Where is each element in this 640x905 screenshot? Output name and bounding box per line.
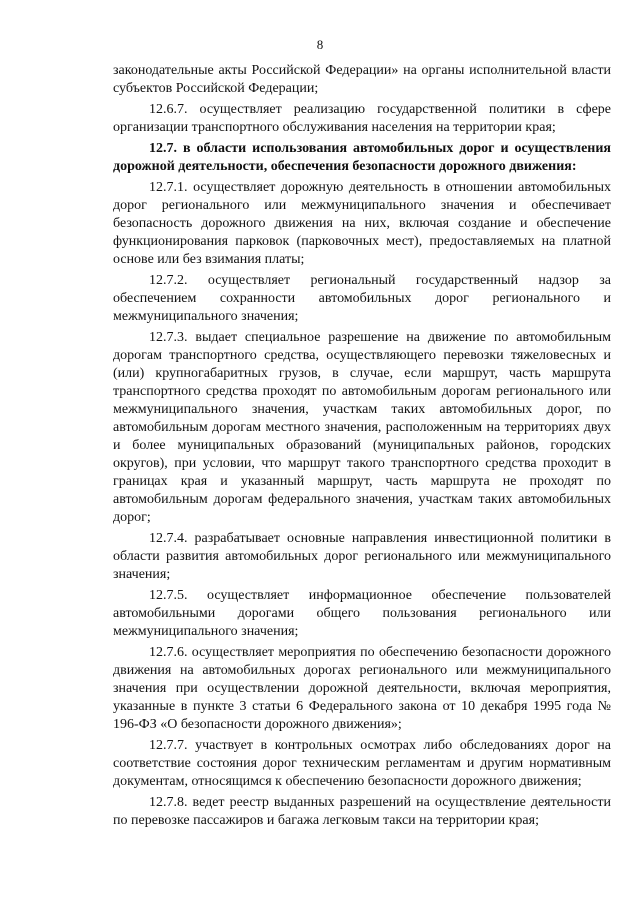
paragraph-12-7-8: 12.7.8. ведет реестр выданных разрешений на осуществление деятельности по перевозке пассажиров и багажа легковым такси на территории края; [113, 795, 611, 828]
paragraph-12-7-2: 12.7.2. осуществляет региональный государственный надзор за обеспечением сохранности автомобильных дорог регионального и межмуниципального значения; [113, 273, 611, 324]
paragraph-12-7-4: 12.7.4. разрабатывает основные направления инвестиционной политики в области развития автомобильных дорог регионального или межмуниципального значения; [113, 531, 611, 582]
document-body [113, 62, 611, 830]
page-number: 8 [316, 37, 324, 52]
section-heading-12-7: 12.7. в области использования автомобильных дорог и осуществления дорожной деятельности, обеспечения безопасности дорожного движения: [113, 141, 611, 174]
paragraph-12-7-3: 12.7.3. выдает специальное разрешение на движение по автомобильным дорогам транспортного средства, осуществляющего перевозки тяжеловесных и (или) крупногабаритных грузов, в случае, если маршрут, часть маршрута транспортного средства проходят по автомобильным дорогам регионального или межмуниципального значения, участкам таких автомобильных дорог, по автомобильным дорогам местного значения, расположенным на территориях двух и более муниципальных образований (муниципальных районов, городских округов), при условии, что маршрут такого транспортного средства проходит в границах края и указанный маршрут, часть маршрута не проходят по автомобильным дорогам федерального значения, участкам таких автомобильных дорог; [113, 330, 611, 525]
paragraph-12-7-6: 12.7.6. осуществляет мероприятия по обеспечению безопасности дорожного движения на автомобильных дорогах регионального или межмуниципального значения при осуществлении дорожной деятельности, включая мероприятия, указанные в пункте 3 статьи 6 Федерального закона от 10 декабря 1995 года № 196-ФЗ «О безопасности дорожного движения»; [113, 645, 611, 732]
paragraph-12-7-7: 12.7.7. участвует в контрольных осмотрах либо обследованиях дорог на соответствие состояния дорог техническим регламентам и другим нормативным документам, относящимся к обеспечению безопасности дорожного движения; [113, 738, 611, 789]
paragraph-continuation: законодательные акты Российской Федерации» на органы исполнительной власти субъектов Российской Федерации; [113, 63, 611, 96]
paragraph-12-6-7: 12.6.7. осуществляет реализацию государственной политики в сфере организации транспортного обслуживания населения на территории края; [113, 102, 611, 135]
paragraph-12-7-1: 12.7.1. осуществляет дорожную деятельность в отношении автомобильных дорог регионального или межмуниципального значения и обеспечивает безопасность дорожного движения на них, включая создание и обеспечение функционирования парковок (парковочных мест), предоставляемых на платной основе или без взимания платы; [113, 180, 611, 267]
paragraph-12-7-5: 12.7.5. осуществляет информационное обеспечение пользователей автомобильными дорогами общего пользования регионального или межмуниципального значения; [113, 588, 611, 639]
